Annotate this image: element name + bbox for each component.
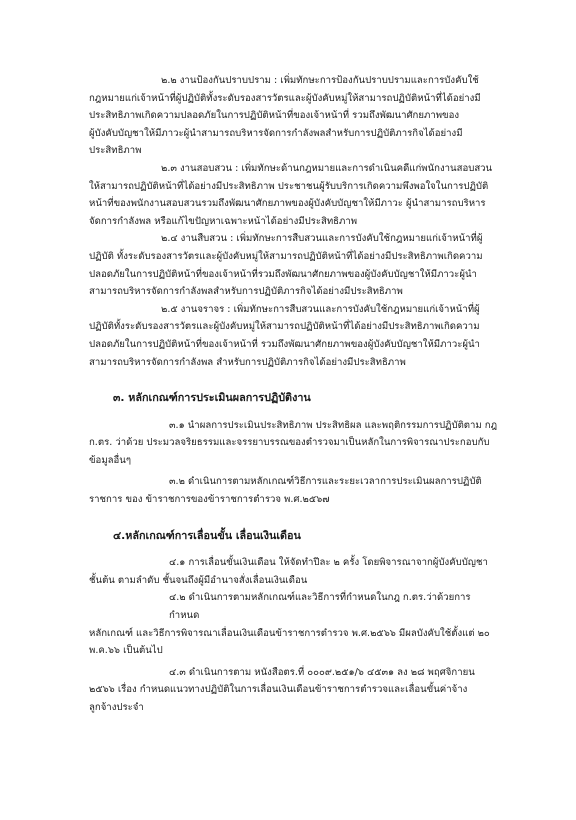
text-line: ๓.๒ ดำเนินการตามหลักเกณฑ์วิธีการและระยะเวลาการประเมินผลการปฏิบัติ <box>169 476 482 488</box>
section-3-heading: ๓. หลักเกณฑ์การประเมินผลการปฏิบัติงาน <box>113 391 311 405</box>
text-line: ประสิทธิภาพ <box>89 145 142 157</box>
paragraph-4-1 <box>89 554 499 589</box>
text-line: ผู้บังคับบัญชาให้มีภาวะผู้นำสามารถบริหารจัดการกำลังพลสำหรับการปฏิบัติภารกิจได้อย่างมี <box>89 127 463 139</box>
text-line: ปฏิบัติ ทั้งระดับรองสารวัตรและผู้บังคับหมู่ให้สามารถปฏิบัติหน้าที่ได้อย่างมีประสิทธิภาพเกิดความ <box>89 250 483 262</box>
text-line: ๔.๒ ดำเนินการตามหลักเกณฑ์และวิธีการที่กำหนดในกฎ ก.ตร.ว่าด้วยการกำหนด <box>169 592 471 622</box>
paragraph-3-1 <box>89 417 499 470</box>
text-line: ๔.๓ ดำเนินการตาม หนังสือตร.ที่ ๐๐๐๙.๒๕๑/๖ ๔๕๓๑ ลง ๒๘ พฤศจิกายน <box>169 666 475 678</box>
document-body <box>89 72 499 717</box>
text-line: ลูกจ้างประจำ <box>89 702 144 713</box>
text-line: ๒๕๖๖ เรื่อง กำหนดแนวทางปฏิบัติในการเลื่อนเงินเดือนข้าราชการตำรวจและเลื่อนขั้นค่าจ้าง <box>89 684 468 696</box>
text-line: จัดการกำลังพล หรือแก้ไขปัญหาเฉพาะหน้าได้อย่างมีประสิทธิภาพ <box>89 215 358 227</box>
text-line: ชั้นต้น ตามลำดับ ชั้นจนถึงผู้มีอำนาจสั่งเลื่อนเงินเดือน <box>89 574 308 586</box>
text-line: ให้สามารถปฏิบัติหน้าที่ได้อย่างมีประสิทธิภาพ ประชาชนผู้รับบริการเกิดความพึงพอใจในการปฏิบัติ <box>89 180 489 192</box>
text-line: สามารถบริหารจัดการกำลังพลสำหรับการปฏิบัติภารกิจได้อย่างมีประสิทธิภาพ <box>89 286 403 298</box>
text-line: ปลอดภัยในการปฏิบัติหน้าที่ของเจ้าหน้าที่รวมถึงพัฒนาศักยภาพของผู้บังคับบัญชาให้มีภาวะผู้นำ <box>89 268 477 280</box>
paragraph-2-3 <box>89 160 499 230</box>
text-line: ๒.๒ งานป้องกันปราบปราม : เพิ่มทักษะการป้องกันปราบปรามและการบังคับใช้ <box>161 75 479 86</box>
text-line: ปฏิบัติทั้งระดับรองสารวัตรและผู้บังคับหมู่ให้สามารถปฏิบัติหน้าที่ได้อย่างมีประสิทธิภาพเกิดความ <box>89 321 480 333</box>
section-4-heading: ๔.หลักเกณฑ์การเลื่อนขั้น เลื่อนเงินเดือน <box>113 528 301 542</box>
text-line: ข้อมูลอื่นๆ <box>89 454 131 466</box>
text-line: หลักเกณฑ์ และวิธีการพิจารณาเลื่อนเงินเดือนข้าราชการตำรวจ พ.ศ.๒๕๖๖ มีผลบังคับใช้ตั้งแต่ ๒๐ <box>89 627 490 639</box>
text-line: ก.ตร. ว่าด้วย ประมวลจริยธรรมและจรรยาบรรณของตำรวจมาเป็นหลักในการพิจารณาประกอบกับ <box>89 437 490 449</box>
text-line: ประสิทธิภาพเกิดความปลอดภัยในการปฏิบัติหน้าที่ของเจ้าหน้าที่ รวมถึงพัฒนาศักยภาพของ <box>89 110 460 122</box>
paragraph-2-4 <box>89 230 499 300</box>
text-line: ๒.๕ งานจราจร : เพิ่มทักษะการสืบสวนและการบังคับใช้กฎหมายแก่เจ้าหน้าที่ผู้ <box>161 303 480 315</box>
paragraph-4-2 <box>89 589 499 659</box>
text-line: ๒.๓ งานสอบสวน : เพิ่มทักษะด้านกฎหมายและการดำเนินคดีแก่พนักงานสอบสวน <box>161 162 493 174</box>
paragraph-3-2 <box>89 473 499 508</box>
text-line: ปลอดภัยในการปฏิบัติหน้าที่ของเจ้าหน้าที่ รวมถึงพัฒนาศักยภาพของผู้บังคับบัญชาให้มีภาวะผู้นำ <box>89 338 480 350</box>
text-line: กฎหมายแก่เจ้าหน้าที่ผู้ปฏิบัติทั้งระดับรองสารวัตรและผู้บังคับหมู่ให้สามารถปฏิบัติหน้าที่ได้อย่างมี <box>89 92 481 104</box>
text-line: หน้าที่ของพนักงานสอบสวนรวมถึงพัฒนาศักยภาพของผู้บังคับบัญชาให้มีภาวะ ผู้นำสามารถบริหาร <box>89 198 486 210</box>
text-line: ๒.๔ งานสืบสวน : เพิ่มทักษะการสืบสวนและการบังคับใช้กฎหมายแก่เจ้าหน้าที่ผู้ <box>161 233 483 245</box>
text-line: ๔.๑ การเลื่อนขั้นเงินเดือน ให้จัดทำปีละ ๒ ครั้ง โดยพิจารณาจากผู้บังคับบัญชา <box>169 557 488 569</box>
text-line: ๓.๑ นำผลการประเมินประสิทธิภาพ ประสิทธิผล และพฤติกรรมการปฏิบัติตาม กฎ <box>169 419 498 431</box>
text-line: ราชการ ของ ข้าราชการของข้าราชการตำรวจ พ.ศ.๒๕๖๗ <box>89 494 330 506</box>
text-line: พ.ค.๖๖ เป็นต้นไป <box>89 645 163 657</box>
text-line: สามารถบริหารจัดการกำลังพล สำหรับการปฏิบัติภารกิจได้อย่างมีประสิทธิภาพ <box>89 356 406 368</box>
paragraph-4-3 <box>89 664 499 717</box>
paragraph-2-5 <box>89 301 499 371</box>
paragraph-2-2 <box>89 72 499 160</box>
